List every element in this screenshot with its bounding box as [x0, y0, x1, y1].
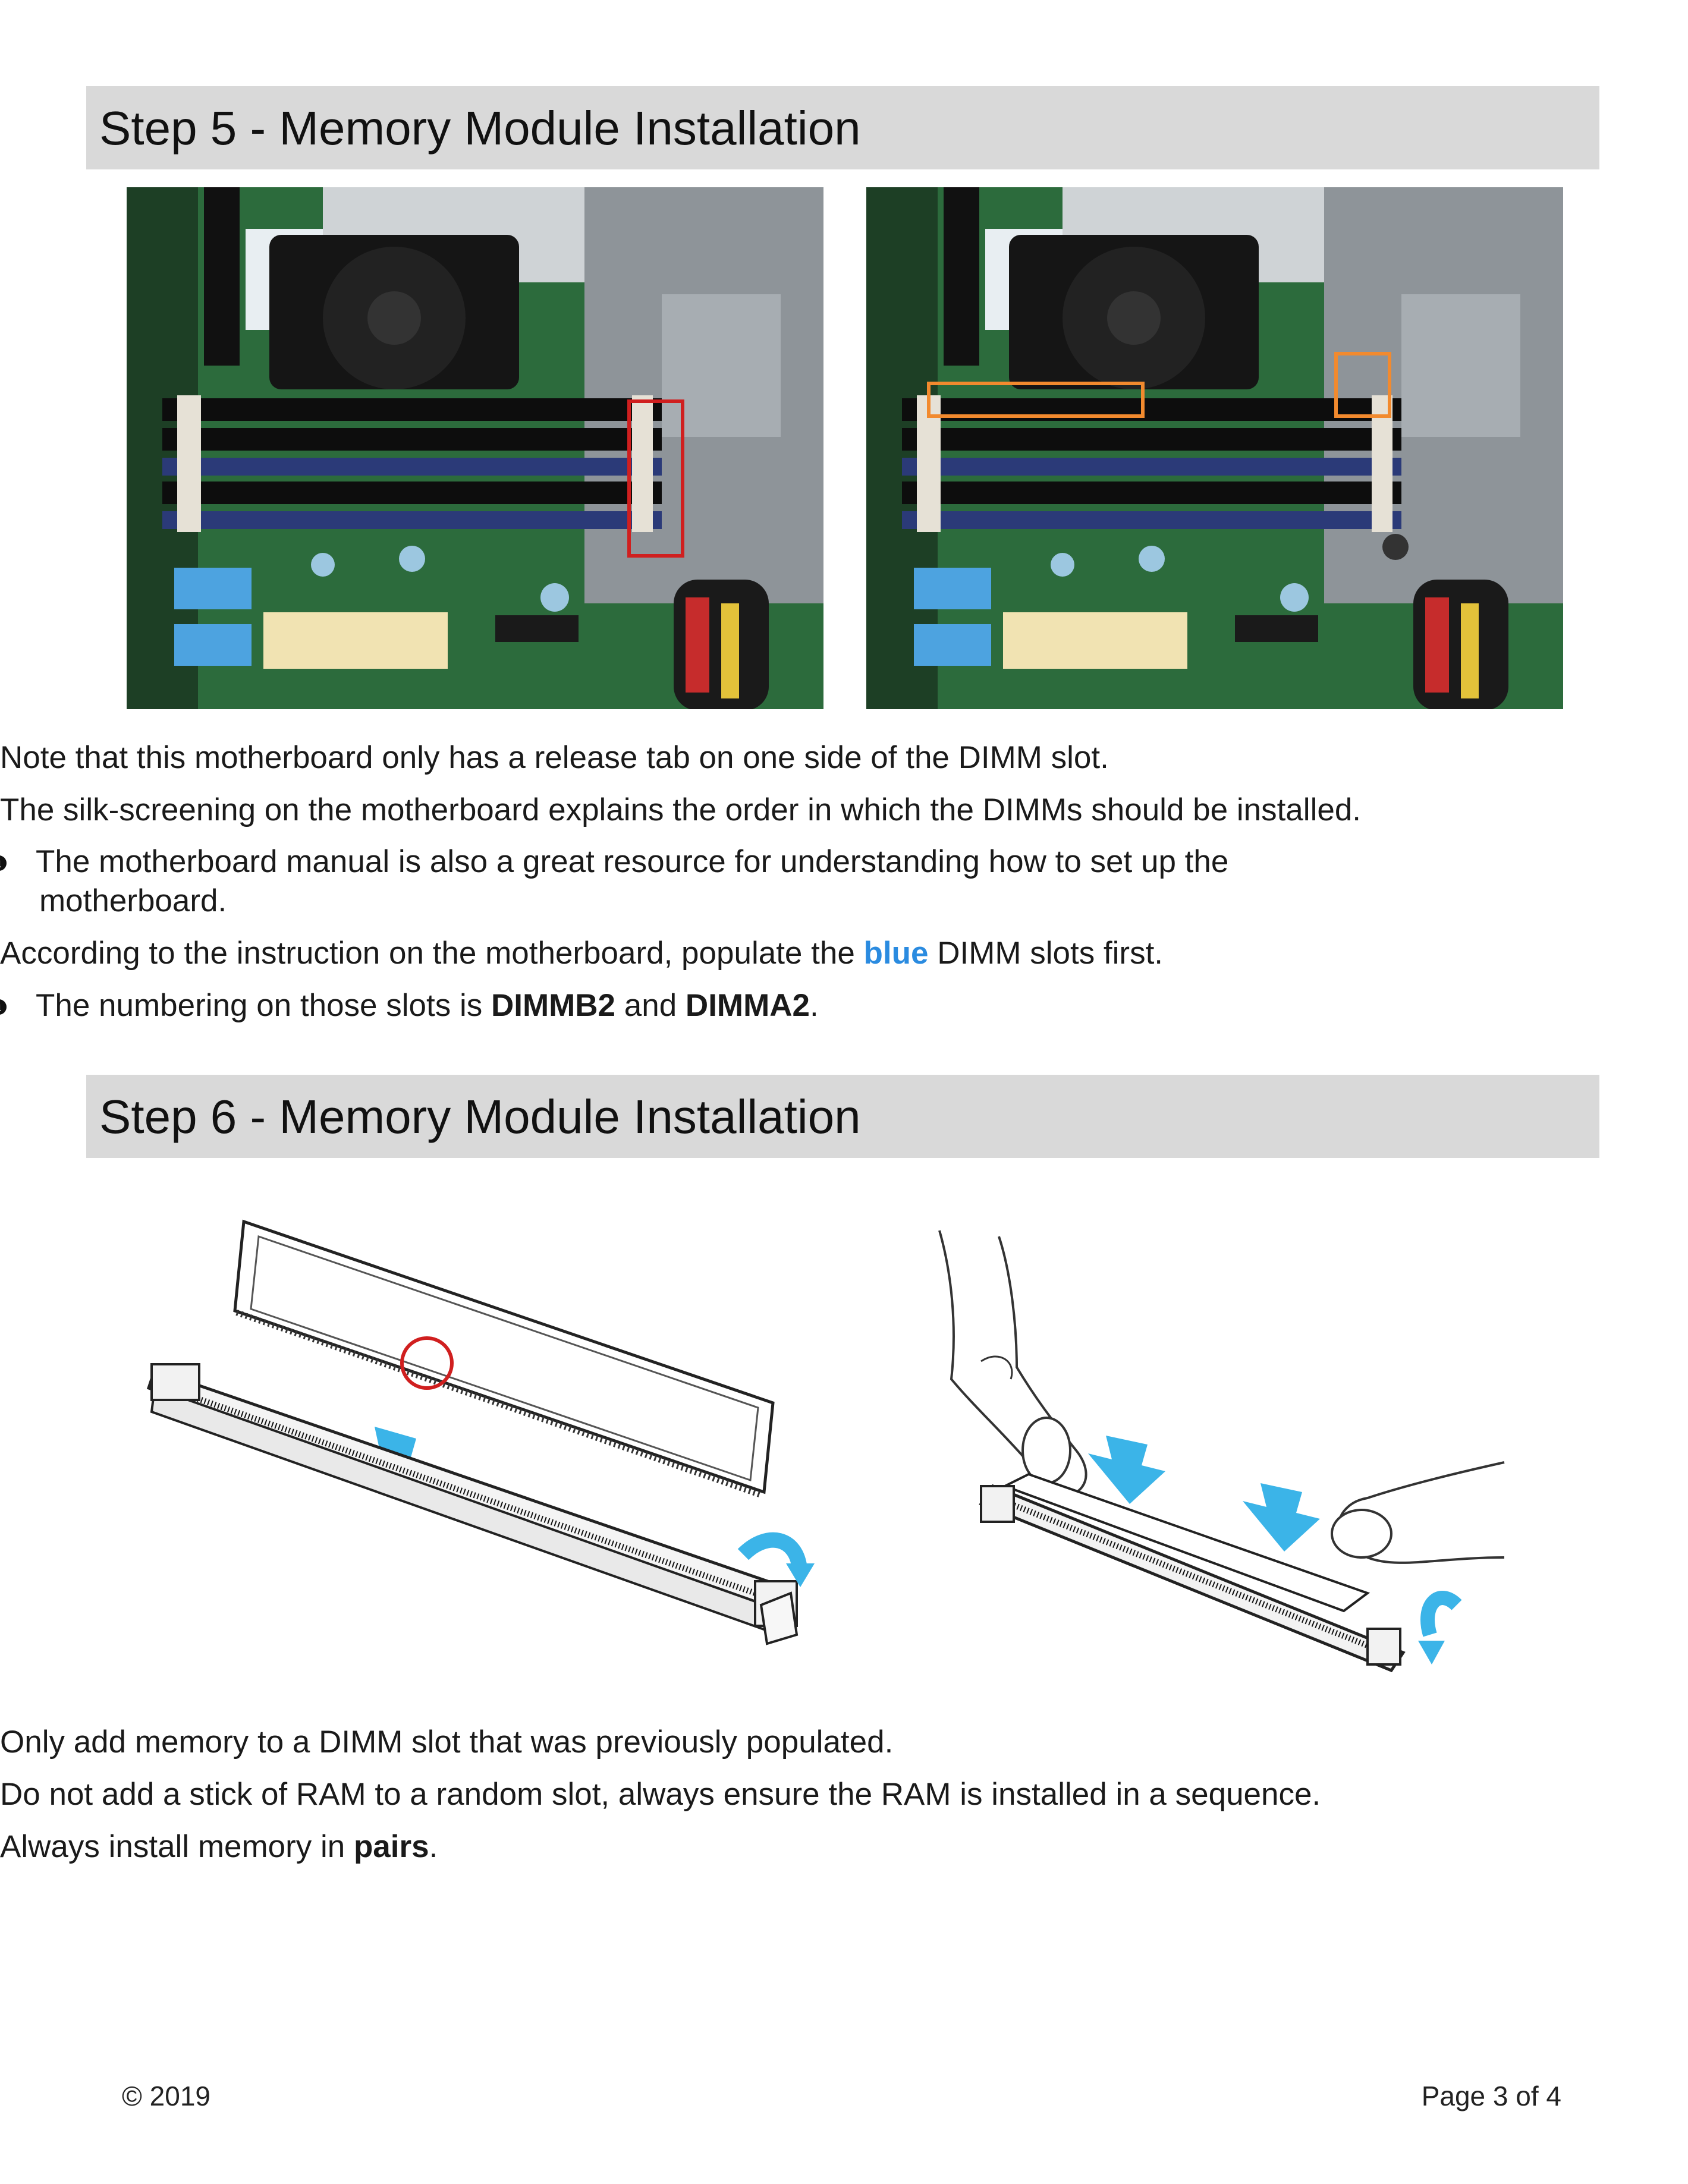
motherboard-photo-right	[866, 187, 1563, 709]
dimm-insertion-illustration	[137, 1207, 832, 1670]
step5-photo-left	[127, 187, 823, 709]
step5-bullet-3: According to the instruction on the motherboard, populate the blue DIMM slots first.	[0, 936, 1164, 971]
blue-arrow-down-icon	[1243, 1483, 1320, 1552]
step6-bullet-1: Only add memory to a DIMM slot that was previously populated.	[0, 1724, 894, 1760]
hands-pressing-dimm-illustration	[916, 1225, 1510, 1676]
blue-arrow-down-icon	[1088, 1436, 1165, 1504]
dimm-slot	[981, 1486, 1403, 1670]
ram-stick	[1005, 1474, 1368, 1611]
step5-header	[86, 86, 1599, 169]
info-icon	[0, 999, 7, 1015]
info-icon	[0, 855, 7, 871]
step6-header	[86, 1075, 1599, 1158]
curved-arrow-icon	[1428, 1598, 1457, 1635]
step5-subbullet-1: i The motherboard manual is also a great resource for understanding how to set up the motherboard.	[36, 842, 1457, 921]
step5-photo-right	[866, 187, 1563, 709]
step5-bullet-2: The silk-screening on the motherboard explains the order in which the DIMMs should be installed.	[0, 792, 1362, 827]
footer-page-number: Page 3 of 4	[1421, 2081, 1561, 2111]
step5-subbullet-2: i The numbering on those slots is DIMMB2 and DIMMA2.	[36, 986, 1457, 1025]
step6-bullet-2: Do not add a stick of RAM to a random slot, always ensure the RAM is installed in a sequence.	[0, 1777, 1321, 1812]
footer-copyright: © 2019	[122, 2081, 211, 2111]
step5-title: Step 5 - Memory Module Installation	[99, 102, 861, 155]
step6-bullet-3: Always install memory in pairs.	[0, 1829, 438, 1864]
step5-bullet-1: Note that this motherboard only has a release tab on one side of the DIMM slot.	[0, 740, 1109, 775]
motherboard-photo-left	[127, 187, 823, 709]
step6-title: Step 6 - Memory Module Installation	[99, 1090, 861, 1143]
